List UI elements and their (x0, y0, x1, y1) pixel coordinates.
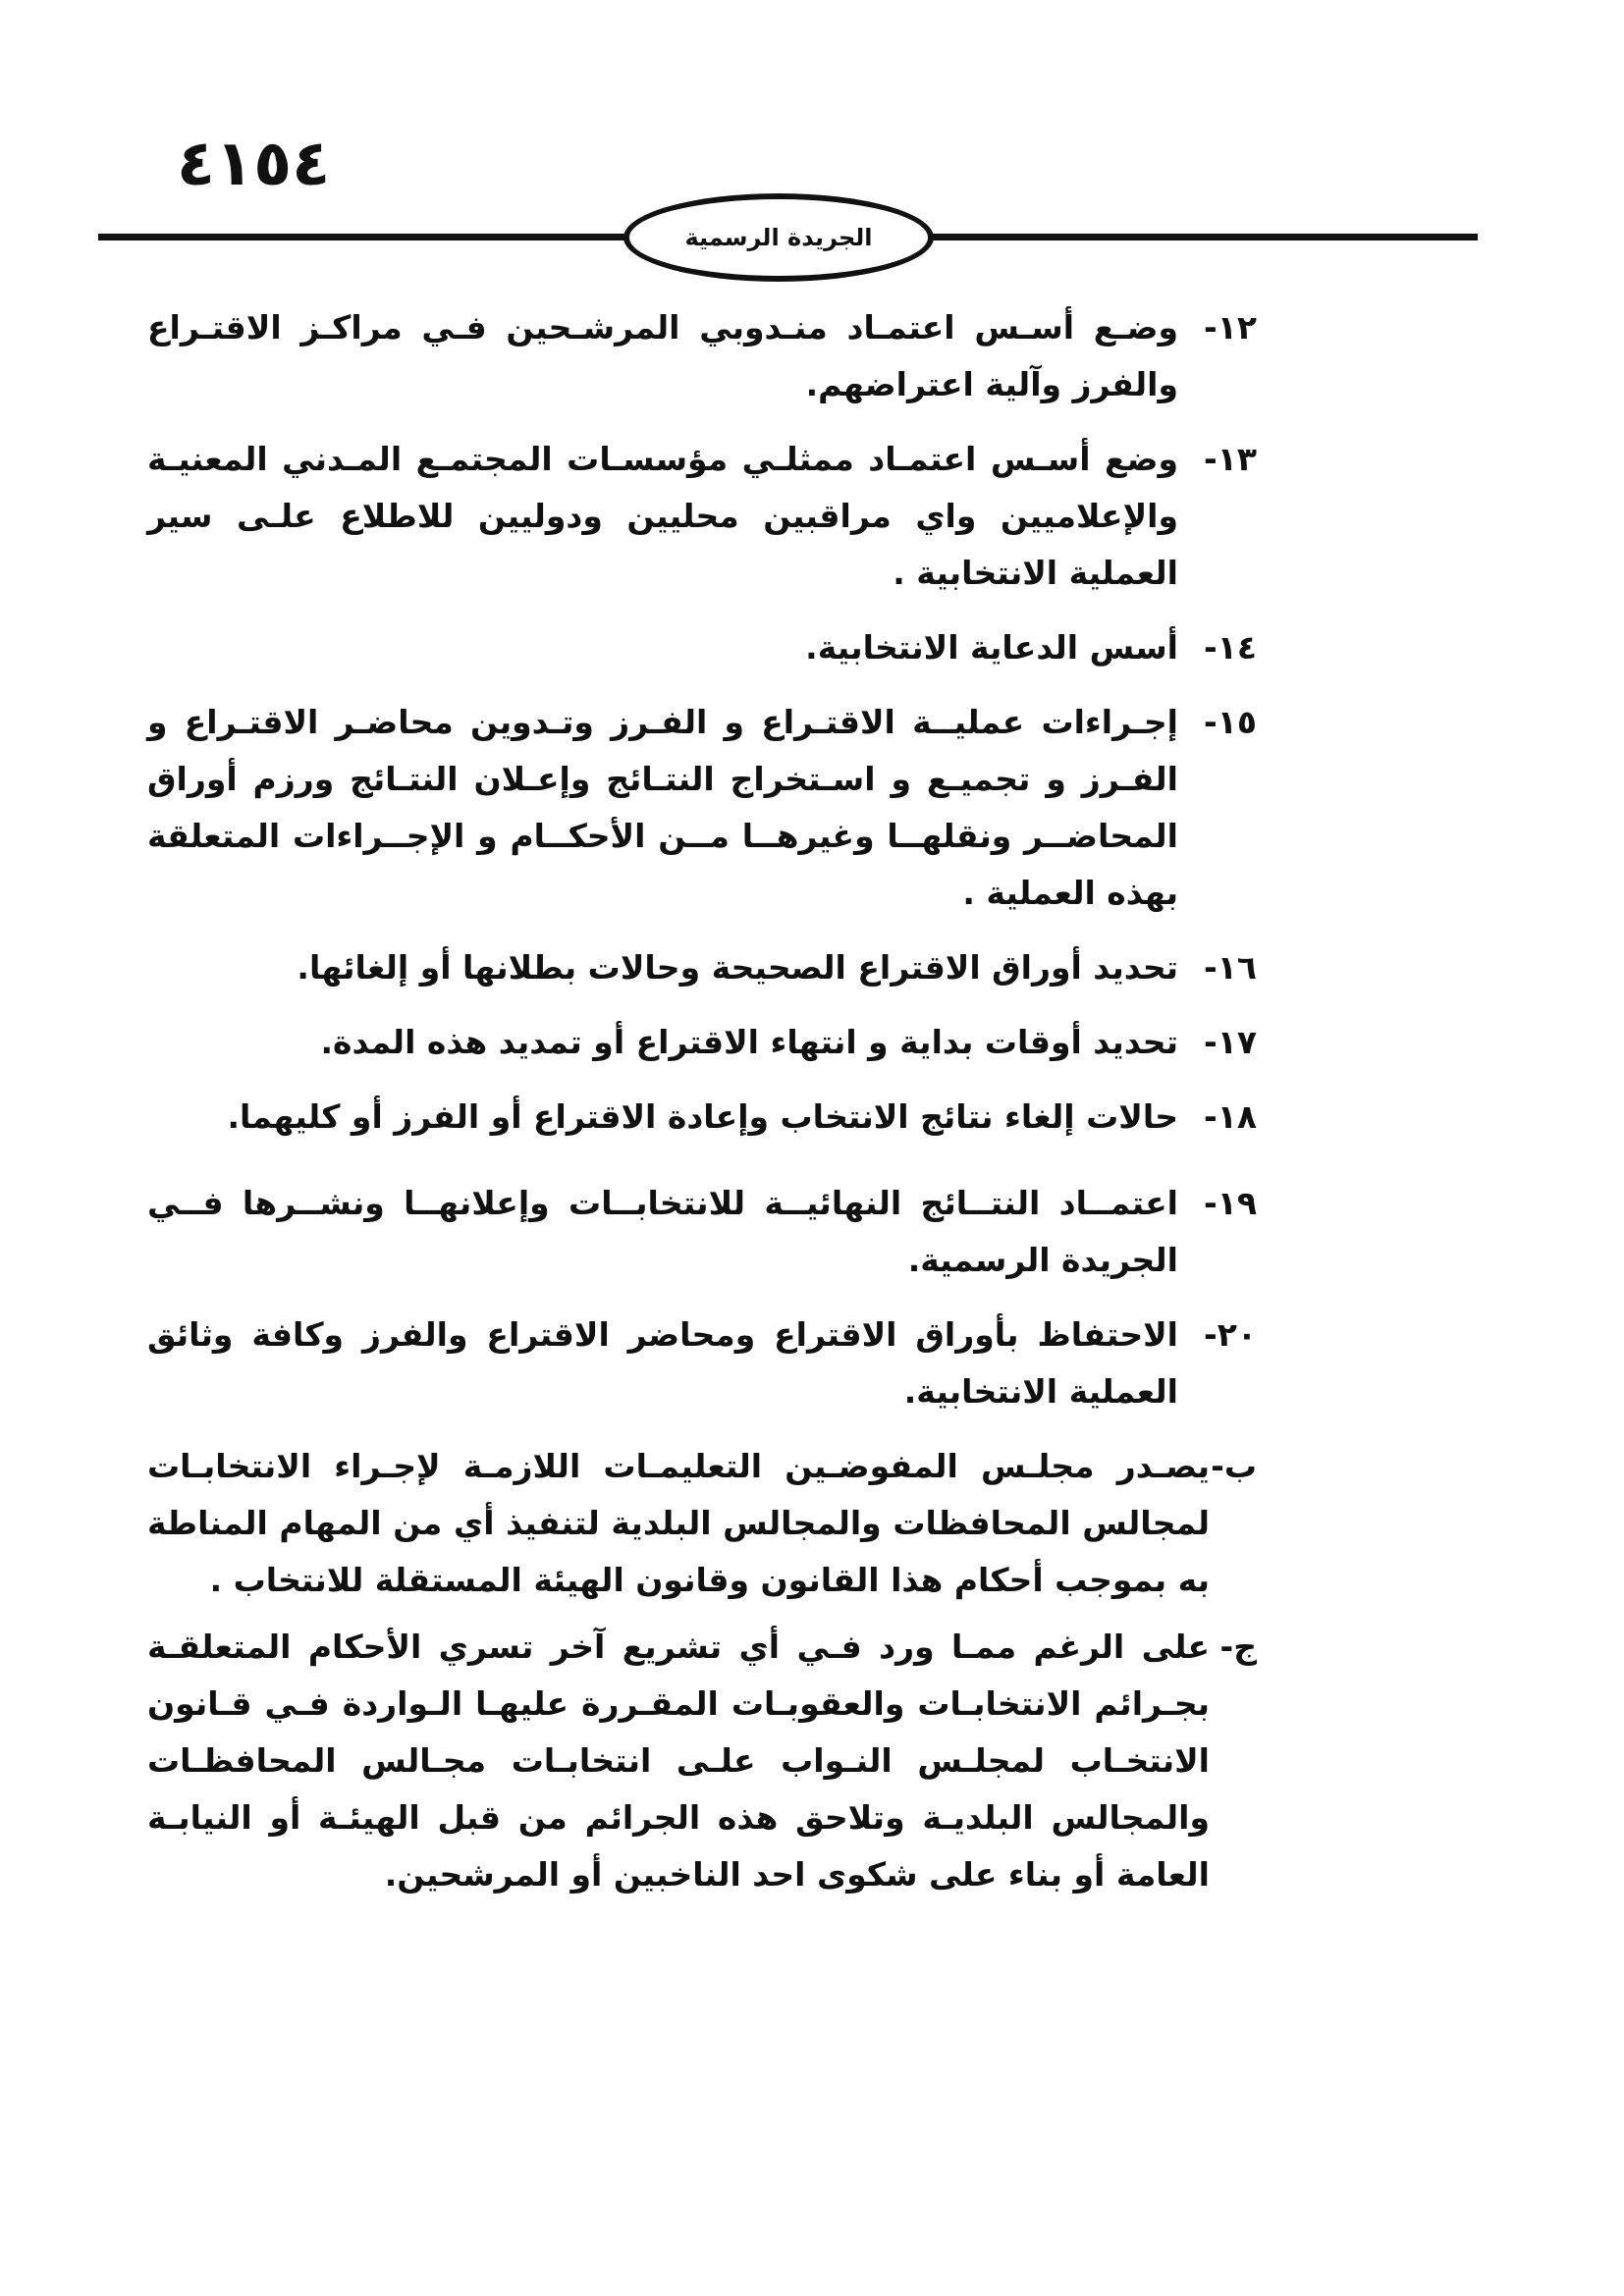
item-text: حالات إلغاء نتائج الانتخاب وإعادة الاقتراع أو الفرز أو كليهما. (227, 1097, 1178, 1136)
item-text: تحديد أوقات بداية و انتهاء الاقتراع أو تمديد هذه المدة. (320, 1023, 1178, 1061)
item-number: ١٣- (1204, 440, 1257, 478)
list-item-19 (147, 1175, 1257, 1289)
item-text: اعتمــاد النتــائج النهائيــة للانتخابــات وإعلانهــا ونشــرها فــي الجريدة الرسمية. (147, 1184, 1178, 1279)
header-rule-left (98, 234, 633, 240)
page-number: ٤١٥٤ (177, 128, 331, 200)
item-number: ١٢- (1204, 308, 1257, 347)
item-text: الاحتفاظ بأوراق الاقتراع ومحاضر الاقتراع والفرز وكافة وثائق العملية الانتخابية. (147, 1315, 1178, 1411)
paragraph-text: يصـدر مجلـس المفوضـين التعليمـات اللازمـة لإجـراء الانتخابـات لمجالس المحافظات والمجالس البلدية لتنفيذ أي من المهام المناطة به بموجب أحكام هذا القانون وقانون الهيئة المستقلة للانتخاب . (147, 1447, 1210, 1599)
list-item-15 (147, 694, 1257, 922)
list-item-12 (147, 299, 1257, 413)
header-oval (623, 193, 934, 282)
item-text: تحديد أوراق الاقتراع الصحيحة وحالات بطلانها أو إلغائها. (297, 948, 1178, 987)
item-number: ١٤- (1204, 628, 1257, 667)
paragraph-b (147, 1438, 1257, 1609)
item-number: ١٦- (1204, 948, 1257, 987)
list-item-16 (147, 939, 1257, 996)
header-title: الجريدة الرسمية (684, 224, 873, 251)
list-item-14 (147, 619, 1257, 676)
item-number: ١٥- (1204, 703, 1257, 741)
header-rule-right (928, 234, 1478, 240)
paragraph-label: ج- (1219, 1628, 1257, 1666)
list-item-18 (147, 1089, 1257, 1146)
item-text: إجـراءات عمليــة الاقتـراع و الفـرز وتـدوين محاضـر الاقتـراع و الفـرز و تجميـع و اسـتخراج النتـائج وإعـلان النتـائج ورزم أوراق المحاضــر ونقلهــا وغيرهــا مــن الأحكــام و الإجــراءات المتعلقة بهذه العملية . (147, 703, 1178, 912)
document-body (147, 299, 1257, 1909)
item-number: ١٨- (1204, 1097, 1257, 1136)
list-item-20 (147, 1307, 1257, 1420)
paragraph-c (147, 1619, 1257, 1903)
list-item-17 (147, 1014, 1257, 1071)
item-number: ٢٠- (1204, 1315, 1257, 1354)
list-item-13 (147, 431, 1257, 602)
item-text: أسس الدعاية الانتخابية. (805, 628, 1178, 667)
paragraph-text: على الرغم ممـا ورد فـي أي تشريع آخر تسري الأحكام المتعلقـة بجـرائم الانتخابـات والعقوبـات المقـررة عليهـا الـواردة فـي قـانون الانتخـاب لمجلـس النـواب علـى انتخابـات مجـالس المحافظـات والمجالس البلديـة وتلاحق هذه الجرائم من قبل الهيئـة أو النيابـة العامة أو بناء على شكوى احد الناخبين أو المرشحين. (147, 1628, 1210, 1894)
item-text: وضع أسـس اعتمـاد ممثلـي مؤسسـات المجتمـع المـدني المعنيـة والإعلاميين واي مراقبين محليين ودوليين للاطلاع علـى سير العملية الانتخابية . (147, 440, 1178, 592)
paragraph-label: ب- (1211, 1447, 1257, 1485)
item-text: وضـع أسـس اعتمـاد منـدوبي المرشـحين فـي مراكـز الاقتـراع والفرز وآلية اعتراضهم. (147, 308, 1178, 403)
item-number: ١٩- (1204, 1184, 1257, 1222)
item-number: ١٧- (1204, 1023, 1257, 1061)
